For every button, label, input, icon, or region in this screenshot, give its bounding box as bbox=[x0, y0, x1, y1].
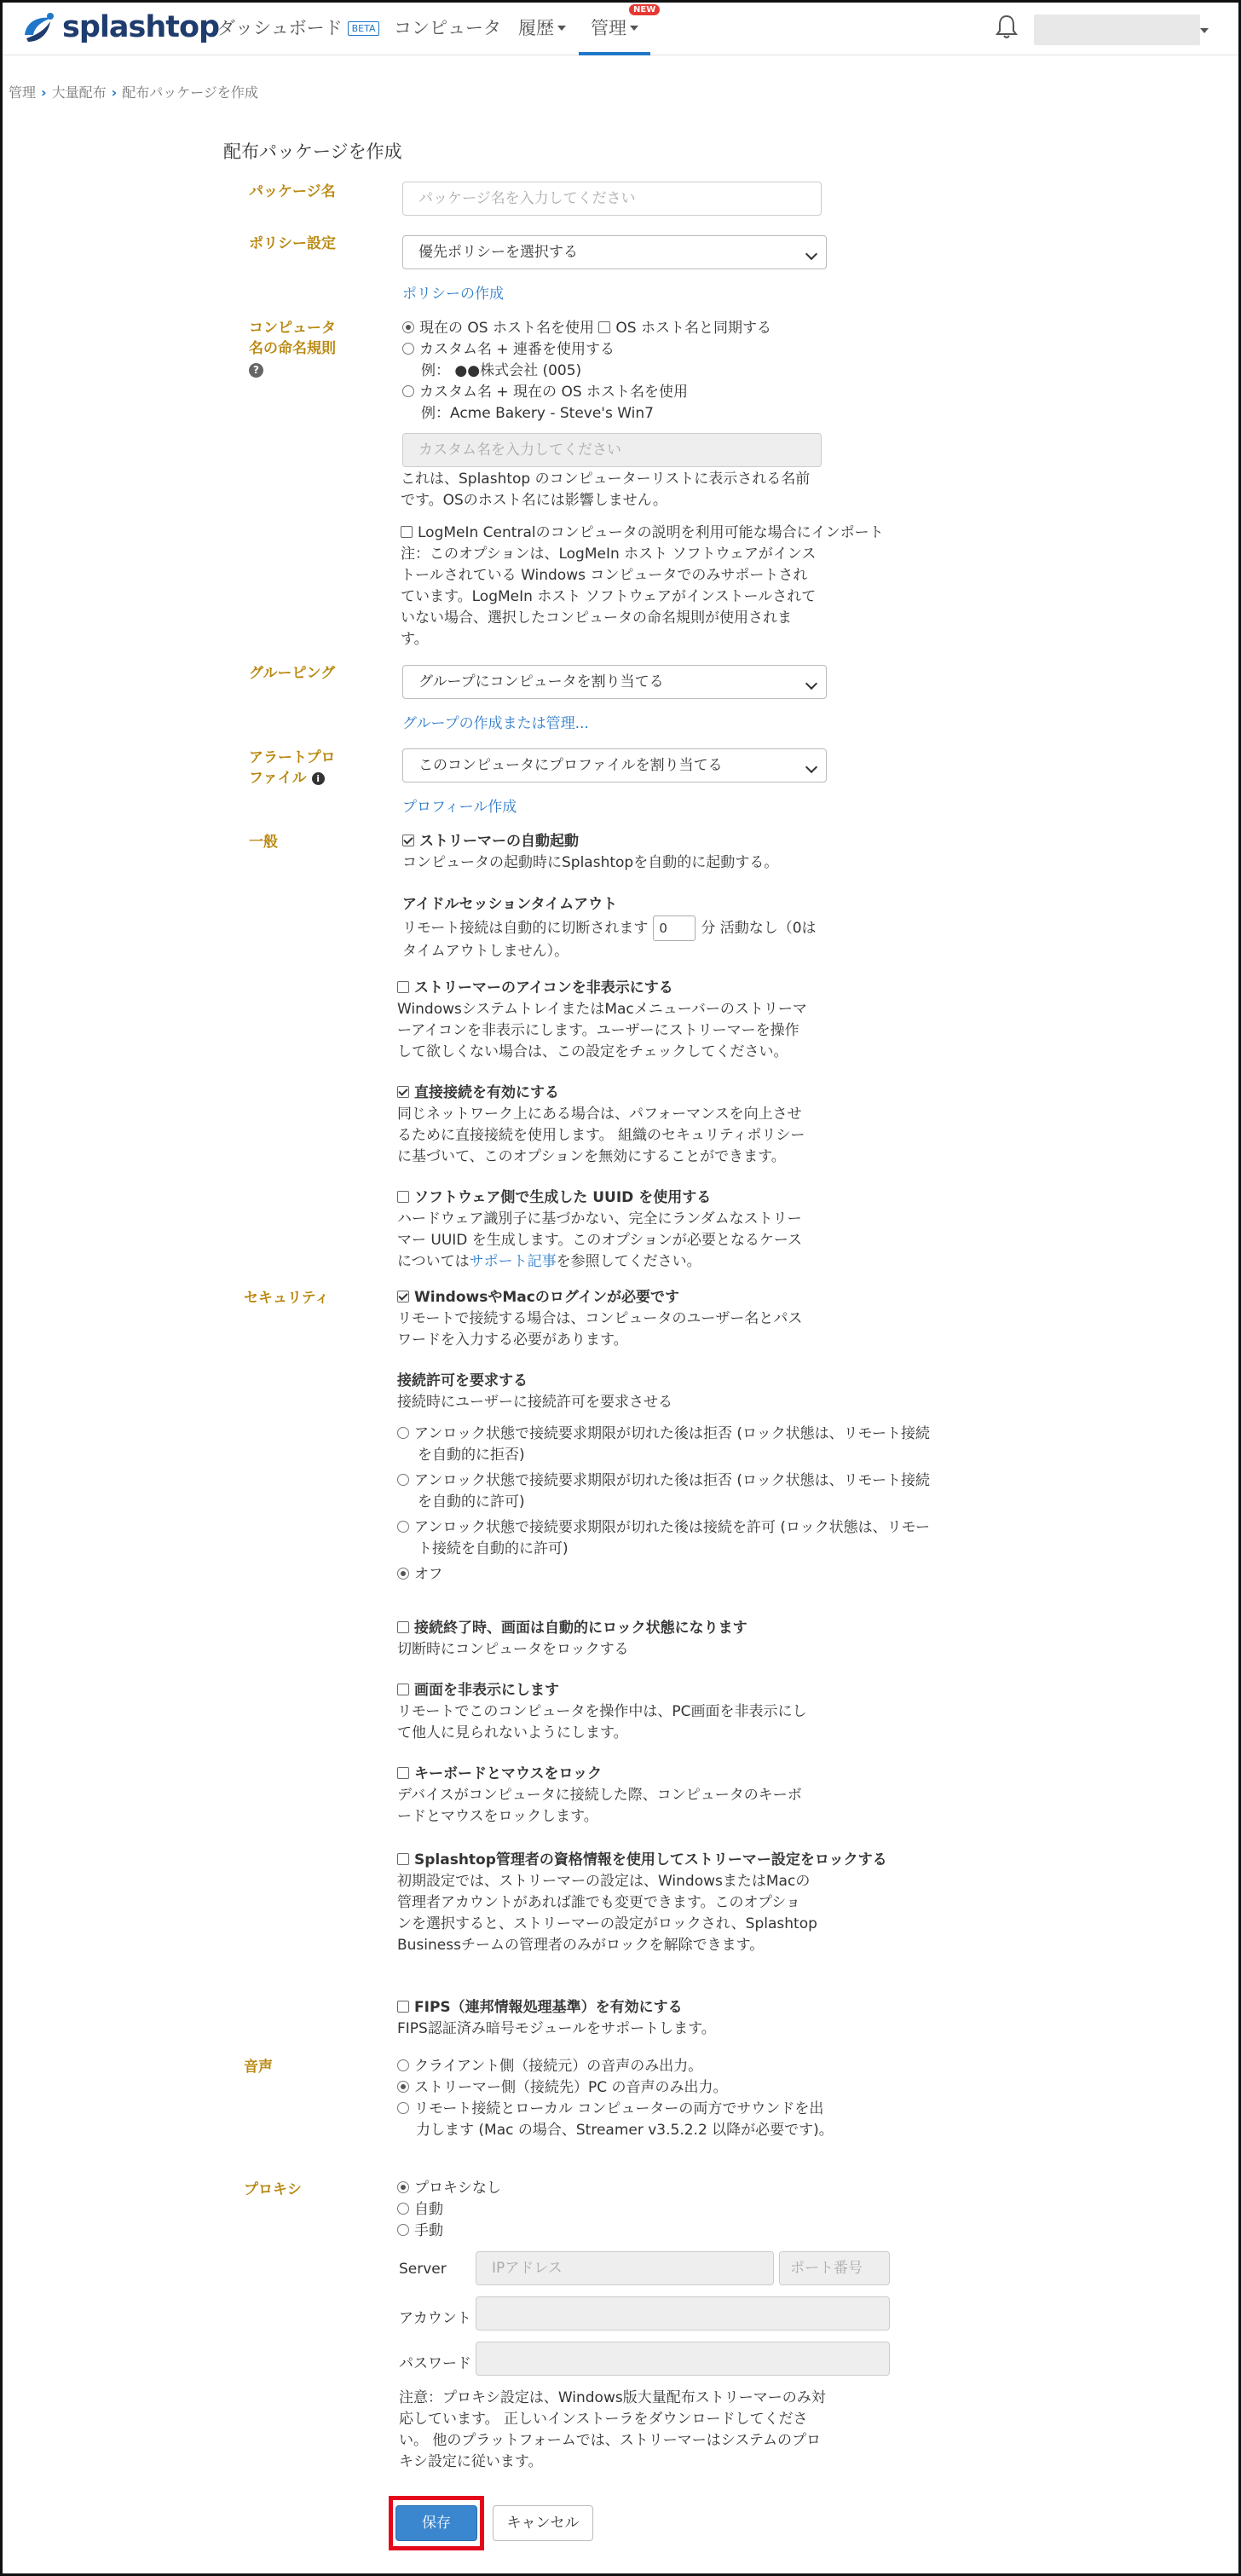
radio-icon[interactable] bbox=[397, 2081, 409, 2093]
radio-icon[interactable] bbox=[397, 1474, 409, 1486]
nav-dashboard[interactable] bbox=[217, 14, 379, 40]
keyboard-lock-checkbox[interactable] bbox=[397, 1767, 409, 1779]
sync-label: OS ホスト名と同期する bbox=[615, 320, 771, 337]
keyboard-lock-desc: ードとマウスをロックします。 bbox=[397, 1808, 598, 1825]
login-option bbox=[397, 1287, 802, 1351]
proxy-port-input[interactable]: ポート番号 bbox=[779, 2251, 890, 2285]
alert-profile-label bbox=[249, 748, 336, 788]
page-title: 配布パッケージを作成 bbox=[223, 142, 402, 162]
idle-post2: タイムアウトしません）。 bbox=[402, 943, 569, 960]
login-desc: リモートで接続する場合は、コンピュータのユーザー名とパス bbox=[397, 1310, 803, 1327]
login-title: WindowsやMacのログインが必要です bbox=[414, 1289, 679, 1306]
permission-title: 接続許可を要求する bbox=[397, 1372, 528, 1389]
account-label: アカウント bbox=[399, 2310, 471, 2327]
radio-icon[interactable] bbox=[402, 321, 414, 333]
radio-icon[interactable] bbox=[397, 2203, 409, 2215]
proxy-opt-none[interactable] bbox=[397, 2178, 501, 2199]
grouping-select[interactable]: グループにコンピュータを割り当てる bbox=[402, 665, 827, 699]
policy-select[interactable]: 優先ポリシーを選択する bbox=[402, 235, 827, 269]
logmein-note-line: す。 bbox=[401, 631, 429, 648]
admin-lock-title: Splashtop管理者の資格情報を使用してストリーマー設定をロックする bbox=[414, 1851, 887, 1868]
login-desc: ワードを入力する必要があります。 bbox=[397, 1331, 628, 1349]
proxy-label: プロキシ bbox=[244, 2181, 302, 2198]
naming-opt1[interactable] bbox=[402, 318, 771, 339]
splashtop-logo[interactable] bbox=[18, 9, 219, 45]
naming-label-line1: コンピュータ bbox=[249, 320, 336, 337]
breadcrumb-mass-deploy[interactable]: 大量配布 bbox=[51, 84, 107, 101]
naming-opt3-label: カスタム名 + 現在の OS ホスト名を使用 bbox=[419, 384, 689, 401]
blank-screen-desc: リモートでこのコンピュータを操作中は、PC画面を非表示にし bbox=[397, 1703, 807, 1720]
logmein-option bbox=[401, 523, 884, 650]
chevron-right-icon: › bbox=[111, 84, 118, 101]
logmein-note-line: ています。LogMeIn ホスト ソフトウェアがインストールされて bbox=[401, 588, 817, 605]
idle-pre: リモート接続は自動的に切断されます bbox=[402, 920, 649, 937]
radio-icon[interactable] bbox=[397, 1568, 409, 1580]
splashtop-logo-icon bbox=[18, 9, 57, 45]
keyboard-lock-option bbox=[397, 1764, 802, 1828]
proxy-opt-auto[interactable] bbox=[397, 2199, 443, 2221]
naming-opt2-example: 例： ●●株式会社 (005) bbox=[421, 362, 582, 379]
general-label: 一般 bbox=[249, 834, 278, 851]
radio-icon[interactable] bbox=[397, 2059, 409, 2071]
chevron-down-icon[interactable] bbox=[1200, 28, 1209, 33]
lock-title: 接続終了時、画面は自動的にロック状態になります bbox=[414, 1620, 747, 1637]
radio-icon[interactable] bbox=[397, 2224, 409, 2236]
uuid-option bbox=[397, 1187, 802, 1273]
alert-profile-select[interactable]: このコンピュータにプロファイルを割り当てる bbox=[402, 748, 827, 783]
direct-connect-desc: るために直接接続を使用します。 組織のセキュリティポリシー bbox=[397, 1127, 805, 1144]
permission-opt3-label: ト接続を自動的に許可) bbox=[418, 1540, 569, 1557]
proxy-password-input[interactable] bbox=[476, 2342, 890, 2376]
admin-lock-desc: 管理者アカウントがあれば誰でも変更できます。このオプショ bbox=[397, 1894, 800, 1911]
nav-admin-label: 管理 bbox=[591, 18, 626, 38]
permission-opt1[interactable] bbox=[397, 1424, 930, 1466]
blank-screen-desc: て他人に見られないようにします。 bbox=[397, 1724, 628, 1741]
permission-off-label: オフ bbox=[414, 1566, 443, 1583]
direct-connect-title: 直接接続を有効にする bbox=[414, 1084, 559, 1101]
fips-desc: FIPS認証済み暗号モジュールをサポートします。 bbox=[397, 2020, 716, 2037]
hide-icon-desc: WindowsシステムトレイまたはMacメニューバーのストリーマ bbox=[397, 1001, 807, 1018]
package-name-label: パッケージ名 bbox=[249, 183, 336, 200]
proxy-account-input[interactable] bbox=[476, 2296, 890, 2331]
admin-lock-desc: Businessチームの管理者のみがロックを解除できます。 bbox=[397, 1937, 765, 1954]
audio-label: 音声 bbox=[244, 2059, 273, 2076]
proxy-note-line: 注意：プロキシ設定は、Windows版大量配布ストリーマーのみ対 bbox=[399, 2389, 826, 2406]
permission-opt3-label: アンロック状態で接続要求期限が切れた後は接続を許可 (ロック状態は、リモー bbox=[414, 1519, 930, 1536]
proxy-ip-input[interactable]: IPアドレス bbox=[476, 2251, 774, 2285]
blank-screen-option bbox=[397, 1680, 806, 1744]
top-nav bbox=[3, 3, 1238, 55]
audio-opt3-label: リモート接続とローカル コンピューターの両方でサウンドを出 bbox=[414, 2100, 824, 2117]
nav-dashboard-label: ダッシュボード bbox=[217, 18, 343, 38]
blank-screen-checkbox[interactable] bbox=[397, 1684, 409, 1695]
support-article-link[interactable]: サポート記事 bbox=[469, 1253, 557, 1270]
proxy-note-line: い。 他のプラットフォームでは、ストリーマーはシステムのプロ bbox=[399, 2432, 822, 2449]
info-icon[interactable]: i bbox=[312, 772, 325, 785]
autostart-checkbox[interactable] bbox=[402, 835, 414, 846]
audio-opt1[interactable] bbox=[397, 2056, 702, 2077]
active-tab-indicator bbox=[579, 52, 650, 55]
lock-desc: 切断時にコンピュータをロックする bbox=[397, 1641, 629, 1658]
radio-icon[interactable] bbox=[397, 1427, 409, 1439]
naming-opt3-example: 例：Acme Bakery - Steve's Win7 bbox=[421, 405, 654, 422]
permission-section bbox=[397, 1371, 672, 1413]
fips-checkbox[interactable] bbox=[397, 2001, 409, 2013]
hide-icon-desc: ーアイコンを非表示にします。ユーザーにストリーマーを操作 bbox=[397, 1022, 799, 1039]
naming-label-line2: 名の命名規則 bbox=[249, 340, 336, 357]
idle-title: アイドルセッションタイムアウト bbox=[402, 896, 618, 913]
logmein-note-line: いない場合、選択したコンピュータの命名規則が使用されま bbox=[401, 609, 792, 627]
chevron-down-icon bbox=[557, 26, 566, 31]
lock-option bbox=[397, 1618, 747, 1661]
hide-icon-option bbox=[397, 978, 807, 1063]
breadcrumb-admin[interactable]: 管理 bbox=[9, 84, 37, 101]
radio-icon[interactable] bbox=[397, 2102, 409, 2114]
nav-history-label: 履歴 bbox=[518, 18, 554, 38]
proxy-opt-manual[interactable] bbox=[397, 2221, 443, 2242]
autostart-desc: コンピュータの起動時にSplashtopを自動的に起動する。 bbox=[402, 854, 779, 871]
uuid-title: ソフトウェア側で生成した UUID を使用する bbox=[414, 1189, 712, 1206]
cancel-button[interactable]: キャンセル bbox=[493, 2505, 593, 2541]
idle-timeout-input[interactable]: 0 bbox=[653, 915, 696, 941]
lock-checkbox[interactable] bbox=[397, 1621, 409, 1633]
help-icon[interactable]: ? bbox=[249, 363, 263, 378]
naming-opt1-label: 現在の OS ホスト名を使用 bbox=[419, 320, 594, 337]
hide-icon-title: ストリーマーのアイコンを非表示にする bbox=[414, 979, 673, 996]
radio-icon[interactable] bbox=[402, 343, 414, 355]
admin-lock-option bbox=[397, 1850, 887, 1956]
nav-history[interactable] bbox=[518, 14, 566, 40]
hide-icon-checkbox[interactable] bbox=[397, 981, 409, 993]
uuid-desc: については bbox=[397, 1253, 470, 1270]
permission-desc: 接続時にユーザーに接続許可を要求させる bbox=[397, 1394, 672, 1411]
proxy-note-line: 応しています。 正しいインストーラをダウンロードしてくださ bbox=[399, 2411, 808, 2428]
highlight-box bbox=[389, 2496, 484, 2550]
direct-connect-desc: 同じネットワーク上にある場合は、パフォーマンスを向上させ bbox=[397, 1106, 802, 1123]
logmein-checkbox[interactable] bbox=[401, 526, 413, 538]
audio-opt2[interactable] bbox=[397, 2077, 728, 2099]
login-checkbox[interactable] bbox=[397, 1291, 409, 1302]
sync-checkbox[interactable] bbox=[598, 321, 610, 333]
radio-icon[interactable] bbox=[397, 2181, 409, 2193]
create-policy-link[interactable]: ポリシーの作成 bbox=[402, 286, 504, 303]
permission-opt2-label: を自動的に許可) bbox=[418, 1493, 525, 1510]
keyboard-lock-title: キーボードとマウスをロック bbox=[414, 1765, 603, 1782]
fips-option bbox=[397, 1997, 716, 2040]
new-badge: NEW bbox=[629, 4, 660, 15]
grouping-label: グルーピング bbox=[249, 665, 336, 682]
idle-post: 分 活動なし（0は bbox=[701, 920, 817, 937]
audio-opt3-label: 力します (Mac の場合、Streamer v3.5.2.2 以降が必要です)。 bbox=[416, 2122, 834, 2139]
audio-opt3[interactable] bbox=[397, 2099, 834, 2141]
logmein-note-line: トールされている Windows コンピュータでのみサポートされ bbox=[401, 567, 808, 584]
direct-connect-option bbox=[397, 1083, 805, 1168]
permission-opt2[interactable] bbox=[397, 1470, 930, 1513]
beta-badge: BETA bbox=[348, 21, 380, 36]
audio-opt2-label: ストリーマー側（接続先）PC の音声のみ出力。 bbox=[414, 2079, 728, 2096]
bell-icon[interactable] bbox=[996, 14, 1018, 44]
permission-off[interactable] bbox=[397, 1564, 443, 1585]
direct-connect-desc: に基づいて、このオプションを無効にすることができます。 bbox=[397, 1148, 786, 1165]
naming-note-line1: これは、Splashtop のコンピューターリストに表示される名前 bbox=[401, 471, 811, 488]
naming-note-line2: です。OSのホスト名には影響しません。 bbox=[401, 492, 667, 509]
breadcrumb bbox=[9, 82, 258, 101]
naming-label bbox=[249, 318, 336, 379]
naming-note bbox=[401, 469, 810, 511]
naming-opt2[interactable] bbox=[402, 339, 615, 361]
radio-icon[interactable] bbox=[397, 1521, 409, 1533]
save-button[interactable]: 保存 bbox=[395, 2505, 477, 2541]
logo-text: splashtop bbox=[62, 10, 220, 44]
uuid-desc: を参照してください。 bbox=[556, 1253, 701, 1270]
hide-icon-desc: して欲しくない場合は、この設定をチェックしてください。 bbox=[397, 1043, 788, 1060]
admin-lock-desc: 初期設定では、ストリーマーの設定は、WindowsまたはMacの bbox=[397, 1873, 811, 1890]
nav-computers[interactable]: コンピュータ bbox=[394, 18, 501, 38]
proxy-auto-label: 自動 bbox=[414, 2201, 443, 2218]
permission-opt1-label: アンロック状態で接続要求期限が切れた後は拒否 (ロック状態は、リモート接続 bbox=[414, 1425, 930, 1442]
server-label: Server bbox=[399, 2261, 447, 2278]
manage-groups-link[interactable]: グループの作成または管理... bbox=[402, 715, 589, 732]
naming-opt3[interactable] bbox=[402, 382, 688, 403]
fips-title: FIPS（連邦情報処理基準）を有効にする bbox=[414, 1999, 683, 2016]
uuid-checkbox[interactable] bbox=[397, 1191, 409, 1203]
autostart-option bbox=[402, 831, 778, 874]
proxy-none-label: プロキシなし bbox=[414, 2180, 501, 2197]
logmein-note-line: 注：このオプションは、LogMeIn ホスト ソフトウェアがインス bbox=[401, 546, 817, 563]
naming-opt2-label: カスタム名 + 連番を使用する bbox=[419, 341, 615, 358]
package-name-input[interactable]: パッケージ名を入力してください bbox=[402, 182, 822, 216]
alert-label-line2: ファイル bbox=[249, 770, 307, 787]
proxy-note bbox=[399, 2388, 826, 2473]
password-label: パスワード bbox=[399, 2355, 471, 2372]
logmein-label: LogMeIn Centralのコンピュータの説明を利用可能な場合にインポート bbox=[418, 524, 884, 541]
breadcrumb-current: 配布パッケージを作成 bbox=[122, 84, 258, 101]
autostart-title: ストリーマーの自動起動 bbox=[419, 833, 579, 850]
admin-lock-desc: ンを選択すると、ストリーマーの設定がロックされ、Splashtop bbox=[397, 1915, 817, 1932]
keyboard-lock-desc: デバイスがコンピュータに接続した際、コンピュータのキーボ bbox=[397, 1787, 802, 1804]
custom-name-input[interactable]: カスタム名を入力してください bbox=[402, 433, 822, 467]
policy-label: ポリシー設定 bbox=[249, 235, 336, 252]
proxy-note-line: キシ設定に従います。 bbox=[399, 2453, 543, 2470]
uuid-desc: マー UUID を生成します。このオプションが必要となるケース bbox=[397, 1232, 803, 1249]
user-menu[interactable] bbox=[1034, 14, 1200, 45]
blank-screen-title: 画面を非表示にします bbox=[414, 1682, 559, 1699]
permission-opt1-label: を自動的に拒否) bbox=[418, 1447, 525, 1464]
chevron-right-icon: › bbox=[41, 84, 47, 101]
permission-opt3[interactable] bbox=[397, 1517, 930, 1560]
permission-opt2-label: アンロック状態で接続要求期限が切れた後は拒否 (ロック状態は、リモート接続 bbox=[414, 1472, 930, 1489]
nav-admin[interactable] bbox=[591, 14, 638, 40]
direct-connect-checkbox[interactable] bbox=[397, 1086, 409, 1098]
radio-icon[interactable] bbox=[402, 385, 414, 397]
admin-lock-checkbox[interactable] bbox=[397, 1853, 409, 1865]
chevron-down-icon bbox=[630, 26, 638, 31]
audio-opt1-label: クライアント側（接続元）の音声のみ出力。 bbox=[414, 2058, 703, 2075]
uuid-desc: ハードウェア識別子に基づかない、完全にランダムなストリー bbox=[397, 1210, 802, 1227]
proxy-manual-label: 手動 bbox=[414, 2222, 443, 2239]
idle-timeout bbox=[402, 894, 817, 962]
security-label: セキュリティ bbox=[244, 1290, 330, 1307]
alert-label-line1: アラートプロ bbox=[249, 749, 336, 766]
create-profile-link[interactable]: プロフィール作成 bbox=[402, 799, 517, 816]
